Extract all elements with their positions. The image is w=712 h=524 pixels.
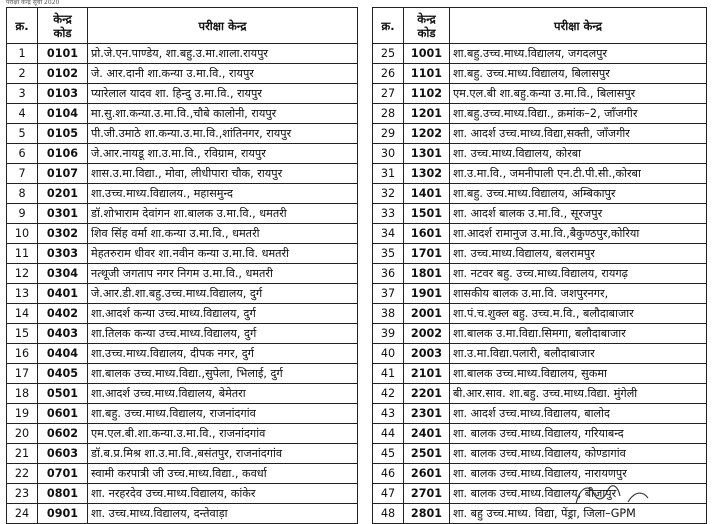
header-centre-code (404, 8, 450, 44)
table-row (7, 384, 358, 404)
table-row (7, 144, 358, 164)
serial-cell: 32 (373, 184, 404, 204)
serial-cell: 18 (7, 384, 38, 404)
serial-cell: 30 (373, 144, 404, 164)
table-row (373, 344, 707, 364)
centre-name-cell: एम.एल.बी शा.बहु.कन्या उ.मा.वि., बिलासपुर (450, 84, 707, 104)
centre-name-cell: जे.आर.नायडू शा.उ.मा.वि., रविग्राम, रायपुर (88, 144, 358, 164)
exam-centre-table-right (372, 7, 707, 524)
centre-code-cell: 2201 (404, 384, 450, 404)
centre-name-cell: शा. नटवर बहु. उच्च.माध्य.विद्यालय, रायगढ़ (450, 264, 707, 284)
serial-cell: 20 (7, 424, 38, 444)
centre-code-cell: 2601 (404, 464, 450, 484)
serial-cell: 10 (7, 224, 38, 244)
serial-cell: 8 (7, 184, 38, 204)
table-row (373, 424, 707, 444)
centre-code-cell: 0801 (38, 484, 88, 504)
centre-name-cell: शा.बालक उच्च.माध्य.विद्या.,सुपेला, भिलाई, दुर्ग (88, 364, 358, 384)
centre-code-cell: 0201 (38, 184, 88, 204)
header-code-line1: केन्द्र (53, 11, 72, 26)
centre-code-cell: 2801 (404, 504, 450, 524)
centre-code-cell: 0303 (38, 244, 88, 264)
centre-name-cell: शासकीय बालक उ.मा.वि. जशपुरनगर, (450, 284, 707, 304)
serial-cell: 2 (7, 64, 38, 84)
centre-name-cell: जे.आर.डी.शा.बहु.उच्च.माध्य.विद्यालय, दुर्ग (88, 284, 358, 304)
centre-code-cell: 0101 (38, 44, 88, 64)
centre-code-cell: 1801 (404, 264, 450, 284)
table-row (373, 164, 707, 184)
centre-code-cell: 0501 (38, 384, 88, 404)
table-row (7, 224, 358, 244)
serial-cell: 37 (373, 284, 404, 304)
centre-code-cell: 1501 (404, 204, 450, 224)
centre-name-cell: स्वामी करपात्री जी उच्च.माध्य.विद्या., कवर्धा (88, 464, 358, 484)
centre-code-cell: 0701 (38, 464, 88, 484)
centre-code-cell: 2401 (404, 424, 450, 444)
centre-name-cell: शा.उ.मा.विद्या.पलारी, बलौदाबाजार (450, 344, 707, 364)
centre-code-cell: 1202 (404, 124, 450, 144)
centre-name-cell: पी.जी.उमाठे शा.कन्या.उ.मा.वि.,शांतिनगर, रायपुर (88, 124, 358, 144)
header-centre-code (38, 8, 88, 44)
serial-cell: 40 (373, 344, 404, 364)
serial-cell: 4 (7, 104, 38, 124)
centre-name-cell: एम.एल.बी.शा.कन्या.उ.मा.वि., राजनांदगांव (88, 424, 358, 444)
header-row (7, 8, 358, 44)
table-row (373, 144, 707, 164)
centre-name-cell: शा.तिलक कन्या उच्च.माध्य.विद्यालय, दुर्ग (88, 324, 358, 344)
serial-cell: 42 (373, 384, 404, 404)
table-row (373, 204, 707, 224)
centre-name-cell: शा. बालक उच्च.माध्य.विद्यालय, गरियाबन्द (450, 424, 707, 444)
centre-code-cell: 0105 (38, 124, 88, 144)
table-row (373, 384, 707, 404)
serial-cell: 5 (7, 124, 38, 144)
serial-cell: 33 (373, 204, 404, 224)
centre-name-cell: शा. आदर्श बालक उ.मा.वि., सूरजपुर (450, 204, 707, 224)
header-serial: क्र. (7, 8, 38, 44)
centre-code-cell: 1001 (404, 44, 450, 64)
serial-cell: 23 (7, 484, 38, 504)
centre-name-cell: शा.उच्च.माध्य.विद्यालय, दीपक नगर, दुर्ग (88, 344, 358, 364)
table-row (373, 364, 707, 384)
serial-cell: 35 (373, 244, 404, 264)
centre-name-cell: शा. बालक उच्च.माध्य.विद्यालय, बीजापुर (450, 484, 707, 504)
table-row (7, 64, 358, 84)
centre-name-cell: शा.आदर्श उच्च.माध्य.विद्यालय, बेमेतरा (88, 384, 358, 404)
centre-name-cell: शा. उच्च.माध्य.विद्यालय, बलरामपुर (450, 244, 707, 264)
centre-name-cell: शा. बालक उच्च.माध्य.विद्यालय, नारायणपुर (450, 464, 707, 484)
serial-cell: 41 (373, 364, 404, 384)
table-row (7, 284, 358, 304)
centre-code-cell: 2101 (404, 364, 450, 384)
serial-cell: 29 (373, 124, 404, 144)
serial-cell: 38 (373, 304, 404, 324)
serial-cell: 36 (373, 264, 404, 284)
centre-name-cell: शा. उच्च.माध्य.विद्यालय, दन्तेवाड़ा (88, 504, 358, 524)
centre-code-cell: 0603 (38, 444, 88, 464)
serial-cell: 43 (373, 404, 404, 424)
centre-name-cell: शा.पं.च.शुक्ल बहु. उच्च.म.वि., बलौदाबाजार (450, 304, 707, 324)
header-row (373, 8, 707, 44)
serial-cell: 17 (7, 364, 38, 384)
centre-code-cell: 0107 (38, 164, 88, 184)
header-code-line2: कोड (53, 25, 72, 40)
centre-code-cell: 1301 (404, 144, 450, 164)
centre-name-cell: बी.आर.साव. शा.बहु. उच्च.माध्य.विद्या. मुंगेली (450, 384, 707, 404)
centre-code-cell: 0602 (38, 424, 88, 444)
serial-cell: 25 (373, 44, 404, 64)
centre-code-cell: 2301 (404, 404, 450, 424)
exam-centre-table-left (6, 7, 358, 524)
centre-name-cell: शा. आदर्श उच्च.माध्य.विद्या,सक्ती, जाँजगीर (450, 124, 707, 144)
centre-code-cell: 2701 (404, 484, 450, 504)
centre-code-cell: 0106 (38, 144, 88, 164)
centre-code-cell: 2002 (404, 324, 450, 344)
centre-code-cell: 0102 (38, 64, 88, 84)
centre-name-cell: शा. बालक उच्च.माध्य.विद्यालय, कोण्डागांव (450, 444, 707, 464)
serial-cell: 34 (373, 224, 404, 244)
centre-code-cell: 0103 (38, 84, 88, 104)
centre-name-cell: नत्थूजी जगताप नगर निगम उ.मा.वि., धमतरी (88, 264, 358, 284)
centre-name-cell: डॉ.ब.प्र.मिश्र शा.उ.मा.वि.,बसंतपुर, राजनांदगांव (88, 444, 358, 464)
header-serial: क्र. (373, 8, 404, 44)
centre-name-cell: डॉ.शोभाराम देवांगन शा.बालक उ.मा.वि., धमतरी (88, 204, 358, 224)
centre-name-cell: शा.उ.मा.वि., जमनीपाली एन.टी.पी.सी.,कोरबा (450, 164, 707, 184)
table-row (7, 304, 358, 324)
table-row (7, 444, 358, 464)
serial-cell: 24 (7, 504, 38, 524)
table-row (7, 244, 358, 264)
table-row (373, 404, 707, 424)
centre-code-cell: 1401 (404, 184, 450, 204)
centre-code-cell: 0901 (38, 504, 88, 524)
serial-cell: 12 (7, 264, 38, 284)
centre-name-cell: प्यारेलाल यादव शा. हिन्दु उ.मा.वि., रायपुर (88, 84, 358, 104)
centre-code-cell: 0402 (38, 304, 88, 324)
centre-code-cell: 1701 (404, 244, 450, 264)
table-body-left (7, 44, 358, 524)
centre-name-cell: शा.बहु. उच्च.माध्य.विद्यालय, अम्बिकापुर (450, 184, 707, 204)
centre-code-cell: 1101 (404, 64, 450, 84)
table-row (373, 64, 707, 84)
header-code-line1: केन्द्र (417, 11, 436, 26)
serial-cell: 16 (7, 344, 38, 364)
centre-name-cell: शास.उ.मा.विद्या., मोवा, लीधीपारा चौक, रायपुर (88, 164, 358, 184)
serial-cell: 46 (373, 464, 404, 484)
table-row (373, 224, 707, 244)
serial-cell: 14 (7, 304, 38, 324)
centre-code-cell: 0404 (38, 344, 88, 364)
table-row (7, 44, 358, 64)
serial-cell: 3 (7, 84, 38, 104)
centre-code-cell: 1201 (404, 104, 450, 124)
table-row (373, 284, 707, 304)
table-row (373, 244, 707, 264)
centre-name-cell: शा.आदर्श रामानुज उ.मा.वि.,बैकुण्ठपुर,कोरिया (450, 224, 707, 244)
table-row (373, 84, 707, 104)
centre-code-cell: 0304 (38, 264, 88, 284)
table-body-right (373, 44, 707, 524)
centre-name-cell: शा.बहु.उच्च.माध्य.विद्यालय, जगदलपुर (450, 44, 707, 64)
centre-code-cell: 2003 (404, 344, 450, 364)
table-row (7, 124, 358, 144)
table-row (373, 44, 707, 64)
centre-name-cell: शा. बहु उच्च.माध्य. विद्या, पेंड्रा, जिला–GPM (450, 504, 707, 524)
table-row (7, 404, 358, 424)
serial-cell: 11 (7, 244, 38, 264)
table-row (373, 264, 707, 284)
table-row (373, 444, 707, 464)
centre-name-cell: मेहतरुराम धीवर शा.नवीन कन्या उ.मा.वि. धमतरी (88, 244, 358, 264)
table-row (7, 104, 358, 124)
table-row (7, 324, 358, 344)
centre-name-cell: शा.आदर्श कन्या उच्च.माध्य.विद्यालय, दुर्ग (88, 304, 358, 324)
table-row (373, 304, 707, 324)
centre-code-cell: 0403 (38, 324, 88, 344)
centre-name-cell: शा.बहु.उच्च.माध्य.विद्या., क्रमांक–2, जाँजगीर (450, 104, 707, 124)
centre-name-cell: शा.बालक उ.मा.विद्या.सिमगा, बलौदाबाजार (450, 324, 707, 344)
centre-name-cell: शा. उच्च.माध्य.विद्यालय, कोरबा (450, 144, 707, 164)
serial-cell: 6 (7, 144, 38, 164)
centre-code-cell: 2501 (404, 444, 450, 464)
centre-name-cell: शा. नरहरदेव उच्च.माध्य.विद्यालय, कांकेर (88, 484, 358, 504)
serial-cell: 28 (373, 104, 404, 124)
table-row (7, 464, 358, 484)
top-strip-text: परीक्षा केन्द्र सूची 2020 (6, 0, 60, 6)
table-row (373, 184, 707, 204)
centre-name-cell: शा.बहु. उच्च.माध्य.विद्यालय, बिलासपुर (450, 64, 707, 84)
centre-name-cell: शा.उच्च.माध्य.विद्यालय., महासमुन्द (88, 184, 358, 204)
centre-name-cell: शिव सिंह वर्मा शा.कन्या उ.मा.वि., धमतरी (88, 224, 358, 244)
centre-code-cell: 0401 (38, 284, 88, 304)
centre-code-cell: 0104 (38, 104, 88, 124)
table-row (7, 184, 358, 204)
serial-cell: 44 (373, 424, 404, 444)
table-row (7, 484, 358, 504)
centre-code-cell: 0601 (38, 404, 88, 424)
centre-name-cell: मा.सु.शा.कन्या.उ.मा.वि.,चौबे कालोनी, रायपुर (88, 104, 358, 124)
serial-cell: 19 (7, 404, 38, 424)
serial-cell: 7 (7, 164, 38, 184)
table-row (7, 424, 358, 444)
serial-cell: 26 (373, 64, 404, 84)
serial-cell: 1 (7, 44, 38, 64)
serial-cell: 48 (373, 504, 404, 524)
centre-code-cell: 1302 (404, 164, 450, 184)
serial-cell: 45 (373, 444, 404, 464)
serial-cell: 47 (373, 484, 404, 504)
centre-code-cell: 0302 (38, 224, 88, 244)
serial-cell: 21 (7, 444, 38, 464)
serial-cell: 15 (7, 324, 38, 344)
table-row (7, 364, 358, 384)
serial-cell: 31 (373, 164, 404, 184)
serial-cell: 13 (7, 284, 38, 304)
centre-code-cell: 1102 (404, 84, 450, 104)
table-row (7, 164, 358, 184)
table-row (7, 84, 358, 104)
header-exam-centre: परीक्षा केन्द्र (450, 8, 707, 44)
table-row (373, 324, 707, 344)
serial-cell: 27 (373, 84, 404, 104)
centre-name-cell: जे. आर.दानी शा.कन्या उ.मा.वि., रायपुर (88, 64, 358, 84)
signature-mark (568, 480, 678, 507)
centre-name-cell: शा.बहु. उच्च.माध्य.विद्यालय, राजनांदगांव (88, 404, 358, 424)
centre-code-cell: 0405 (38, 364, 88, 384)
table-row (7, 204, 358, 224)
centre-code-cell: 0301 (38, 204, 88, 224)
centre-code-cell: 2001 (404, 304, 450, 324)
serial-cell: 22 (7, 464, 38, 484)
centre-name-cell: शा. आदर्श उच्च.माध्य.विद्यालय, बालोद (450, 404, 707, 424)
table-row (373, 124, 707, 144)
serial-cell: 39 (373, 324, 404, 344)
header-code-line2: कोड (417, 25, 436, 40)
centre-name-cell: प्रो.जे.एन.पाण्डेय, शा.बहु.उ.मा.शाला.रायपुर (88, 44, 358, 64)
serial-cell: 9 (7, 204, 38, 224)
header-exam-centre: परीक्षा केन्द्र (88, 8, 358, 44)
table-row (373, 104, 707, 124)
table-row (7, 264, 358, 284)
centre-code-cell: 1901 (404, 284, 450, 304)
table-row (7, 344, 358, 364)
centre-code-cell: 1601 (404, 224, 450, 244)
centre-name-cell: शा.बालक उच्च.माध्य.विद्यालय, सुकमा (450, 364, 707, 384)
